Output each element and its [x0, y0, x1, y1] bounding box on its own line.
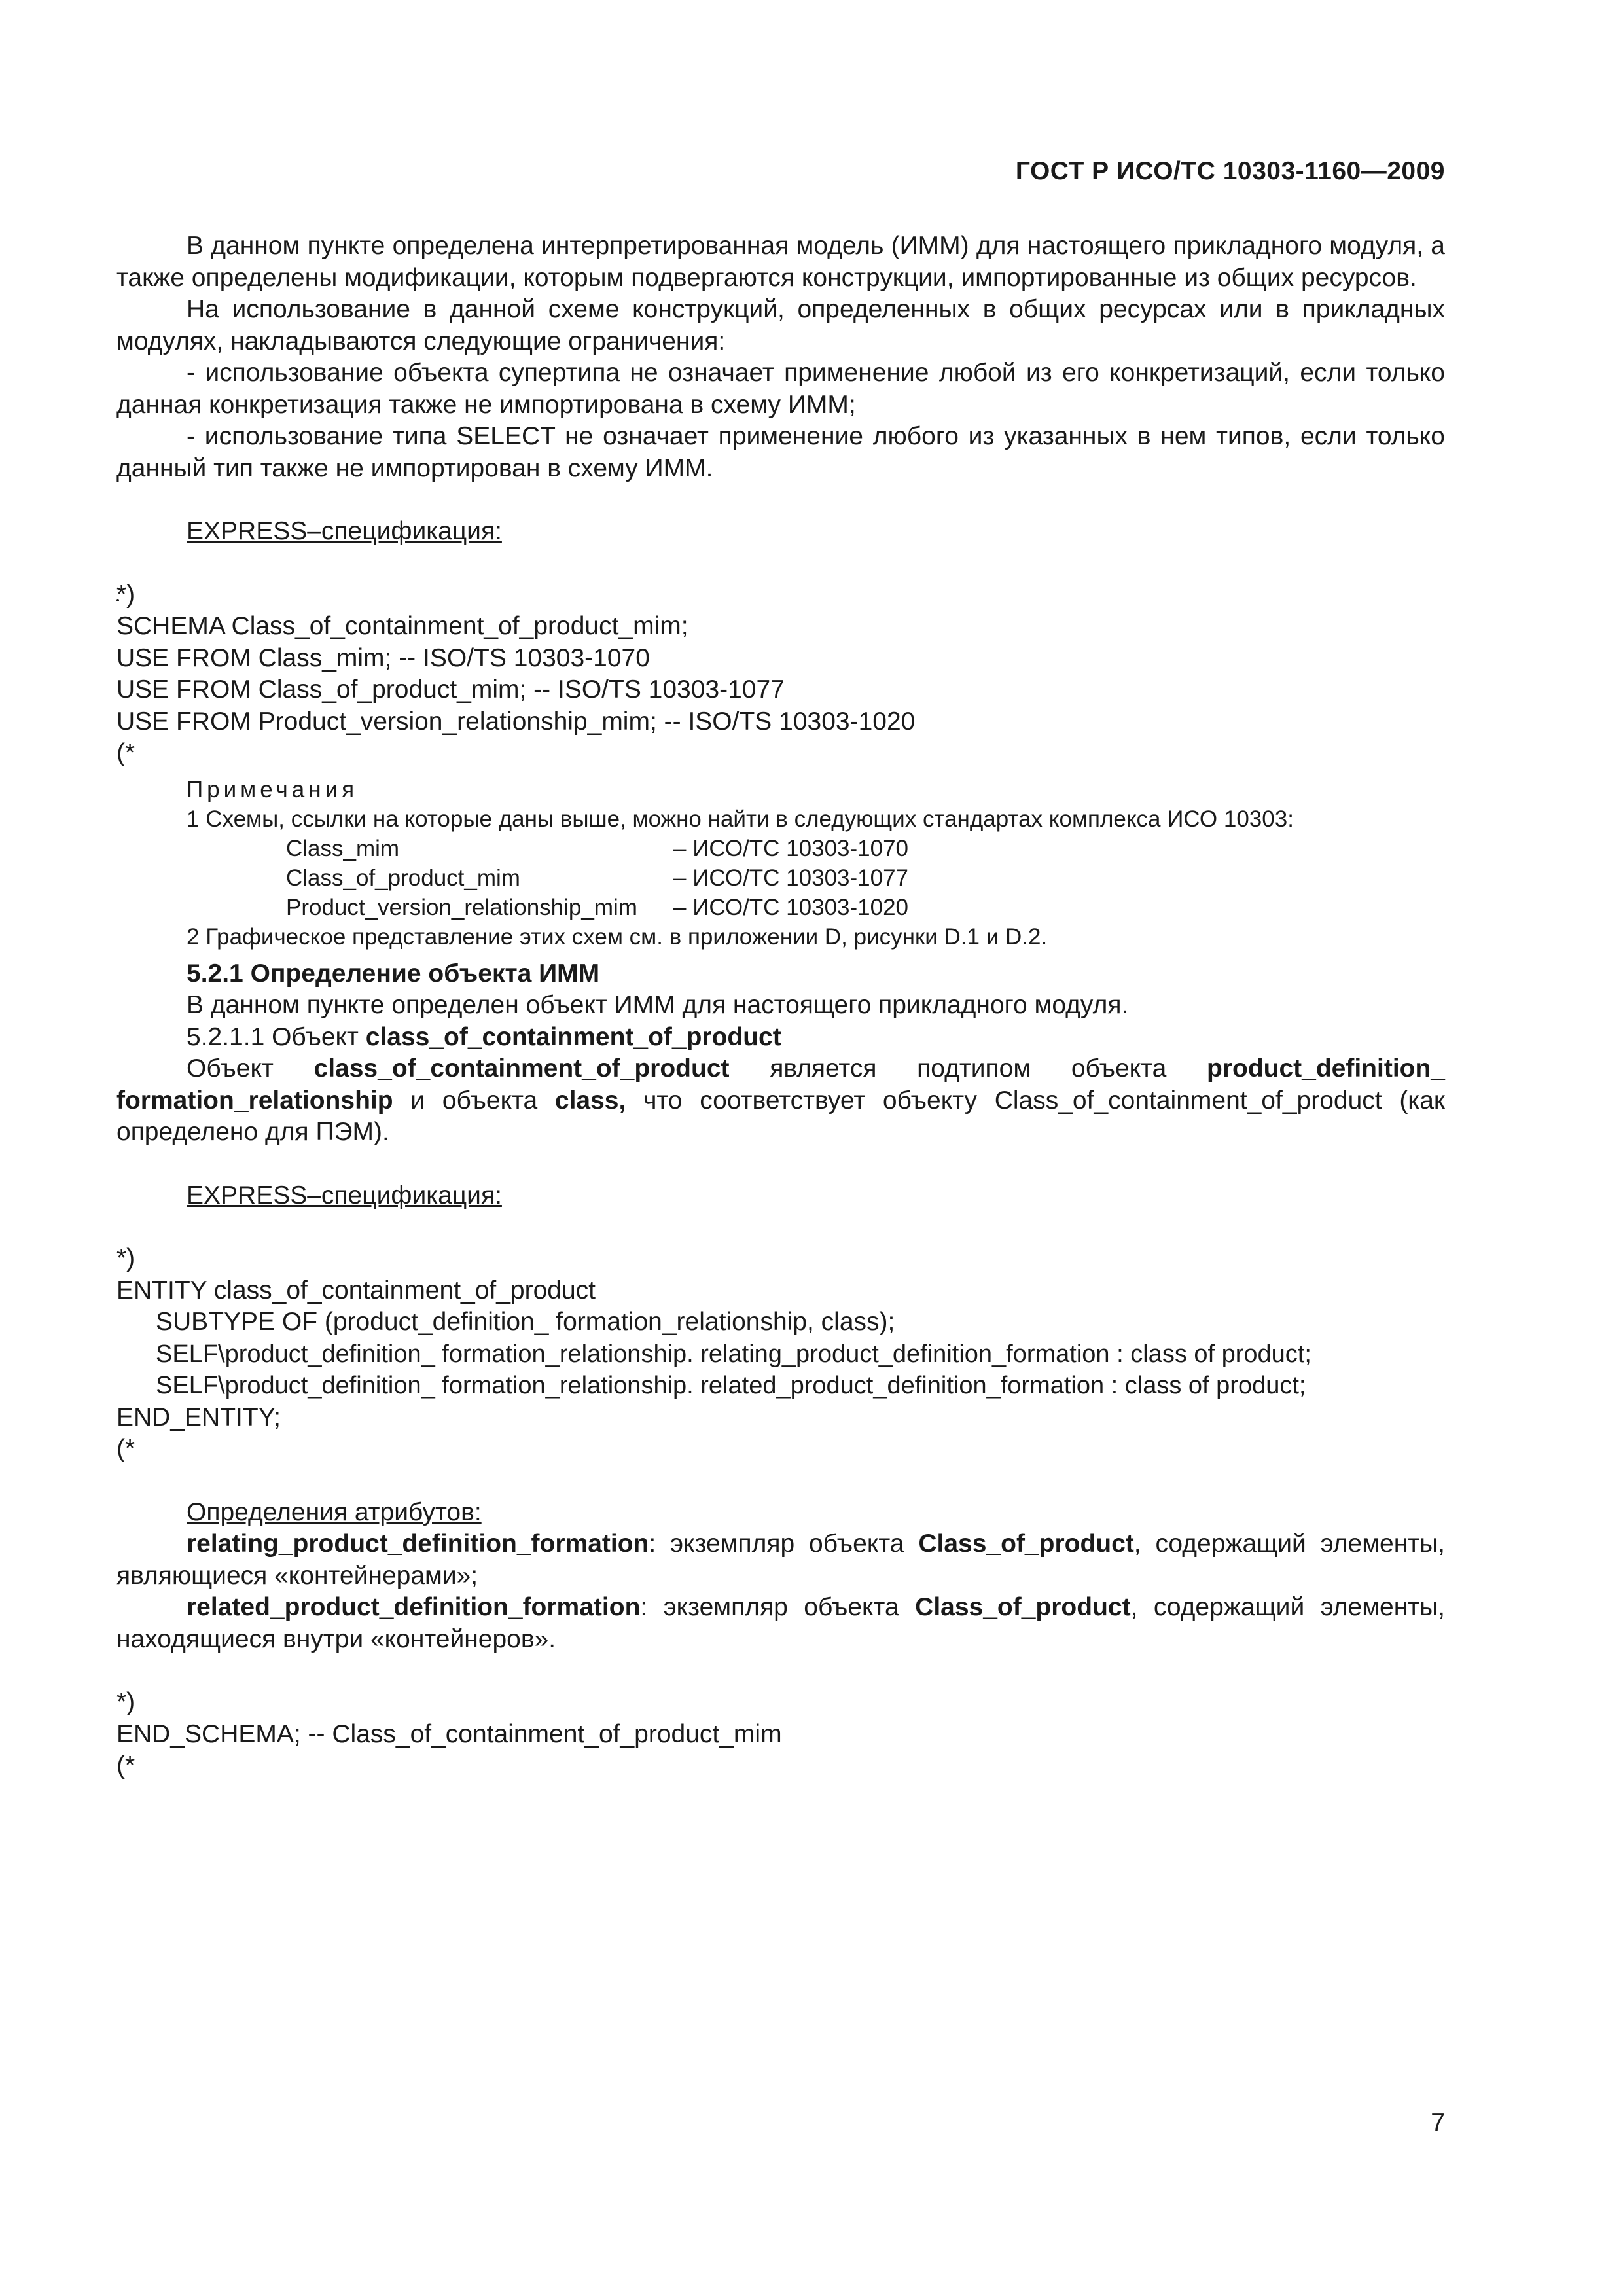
- entity-code-line: SELF\product_definition_ formation_relationship. related_product_definition_formation : class of product;: [156, 1372, 1306, 1399]
- end-code-line: END_SCHEMA; -- Class_of_containment_of_product_mim: [116, 1719, 782, 1748]
- express-label-1: EXPRESS–спецификация:: [187, 517, 502, 545]
- spacer: [116, 548, 1445, 579]
- entity-code-line: END_ENTITY;: [116, 1403, 281, 1431]
- section-heading-5-2-1: 5.2.1 Определение объекта ИММ: [187, 959, 600, 988]
- intro-paragraph-2: На использование в данной схеме конструкций, определенных в общих ресурсах или в прикладных модулях, накладываются следующие ограничения:: [116, 295, 1445, 355]
- schema-reference: – ИСО/ТС 10303-1077: [673, 865, 909, 891]
- schema-code-line: USE FROM Class_of_product_mim; -- ISO/TS 10303-1077: [116, 675, 785, 704]
- note-reference-row: [116, 893, 1445, 922]
- intro-list-item-2: - использование типа SELECT не означает применение любого из указанных в нем типов, если только данный тип также не импортирован в схему ИММ.: [116, 422, 1445, 482]
- notes-title: Примечания: [187, 776, 359, 802]
- attributes-label: Определения атрибутов:: [187, 1498, 482, 1526]
- entity-code-line: (*: [116, 1435, 135, 1463]
- schema-reference: – ИСО/ТС 10303-1070: [673, 835, 909, 861]
- note-2: 2 Графическое представление этих схем см. в приложении D, рисунки D.1 и D.2.: [187, 924, 1048, 950]
- attribute-definition-1: relating_product_definition_formation: экземпляр объекта Class_of_product, содержащий элементы, являющиеся «контейнерами»;: [116, 1530, 1445, 1590]
- entity-code-block: [116, 1243, 1445, 1465]
- page-content: [116, 230, 1445, 1782]
- entity-code-line: SELF\product_definition_ formation_relationship. relating_product_definition_formation : class of product;: [156, 1340, 1311, 1368]
- schema-code-line: USE FROM Product_version_relationship_mim; -- ISO/TS 10303-1020: [116, 707, 916, 736]
- schema-name: Class_mim: [286, 835, 400, 861]
- intro-paragraph-1: В данном пункте определена интерпретированная модель (ИММ) для настоящего прикладного модуля, а также определены модификации, которым подвергаются конструкции, импортированные из общих ресурсов.: [116, 232, 1445, 292]
- schema-code-line: SCHEMA Class_of_containment_of_product_mim;: [116, 612, 688, 640]
- note-reference-row: [116, 834, 1445, 863]
- page-number: 7: [1431, 2109, 1445, 2137]
- schema-code-line: USE FROM Class_mim; -- ISO/TS 10303-1070: [116, 643, 650, 672]
- intro-list-item-1: - использование объекта супертипа не означает применение любой из его конкретизаций, если только данная конкретизация также не импортирована в схему ИММ;: [116, 359, 1445, 419]
- schema-code-line: *): [116, 580, 135, 609]
- end-code-line: *): [116, 1688, 135, 1716]
- note-reference-row: [116, 863, 1445, 893]
- entity-code-line: ENTITY class_of_containment_of_product: [116, 1276, 596, 1304]
- schema-reference: – ИСО/ТС 10303-1020: [673, 894, 909, 920]
- attribute-definition-2: related_product_definition_formation: экземпляр объекта Class_of_product, содержащий элементы, находящиеся внутри «контейнеров».: [116, 1593, 1445, 1653]
- notes-block: [116, 775, 1445, 952]
- end-schema-code-block: [116, 1687, 1445, 1782]
- subsection-5-2-1-1-heading: 5.2.1.1 Объект class_of_containment_of_product: [187, 1022, 781, 1051]
- spacer: [116, 1465, 1445, 1497]
- end-code-line: (*: [116, 1751, 135, 1780]
- schema-code-block: [116, 579, 1445, 770]
- section-5-2-1-text: В данном пункте определен объект ИММ для настоящего прикладного модуля.: [187, 991, 1129, 1019]
- entity-code-line: *): [116, 1244, 135, 1272]
- document-header: ГОСТ Р ИСО/ТС 10303-1160—2009: [1015, 157, 1445, 185]
- entity-description: Объект class_of_containment_of_product является подтипом объекта product_definition_ formation_relationship и объекта class, что соответствует объекту Class_of_containment_of_product (как определено для ПЭМ).: [116, 1054, 1445, 1146]
- schema-name: Class_of_product_mim: [286, 865, 520, 891]
- schema-name: Product_version_relationship_mim: [286, 894, 637, 920]
- spacer: [116, 1211, 1445, 1243]
- spacer: [116, 1655, 1445, 1687]
- express-label-2: EXPRESS–спецификация:: [187, 1181, 502, 1210]
- spacer: [116, 1149, 1445, 1180]
- spacer: [116, 484, 1445, 516]
- note-1: 1 Схемы, ссылки на которые даны выше, можно найти в следующих стандартах комплекса ИСО 10303:: [187, 806, 1294, 832]
- schema-code-line: (*: [116, 739, 135, 767]
- entity-code-line: SUBTYPE OF (product_definition_ formation_relationship, class);: [156, 1308, 895, 1336]
